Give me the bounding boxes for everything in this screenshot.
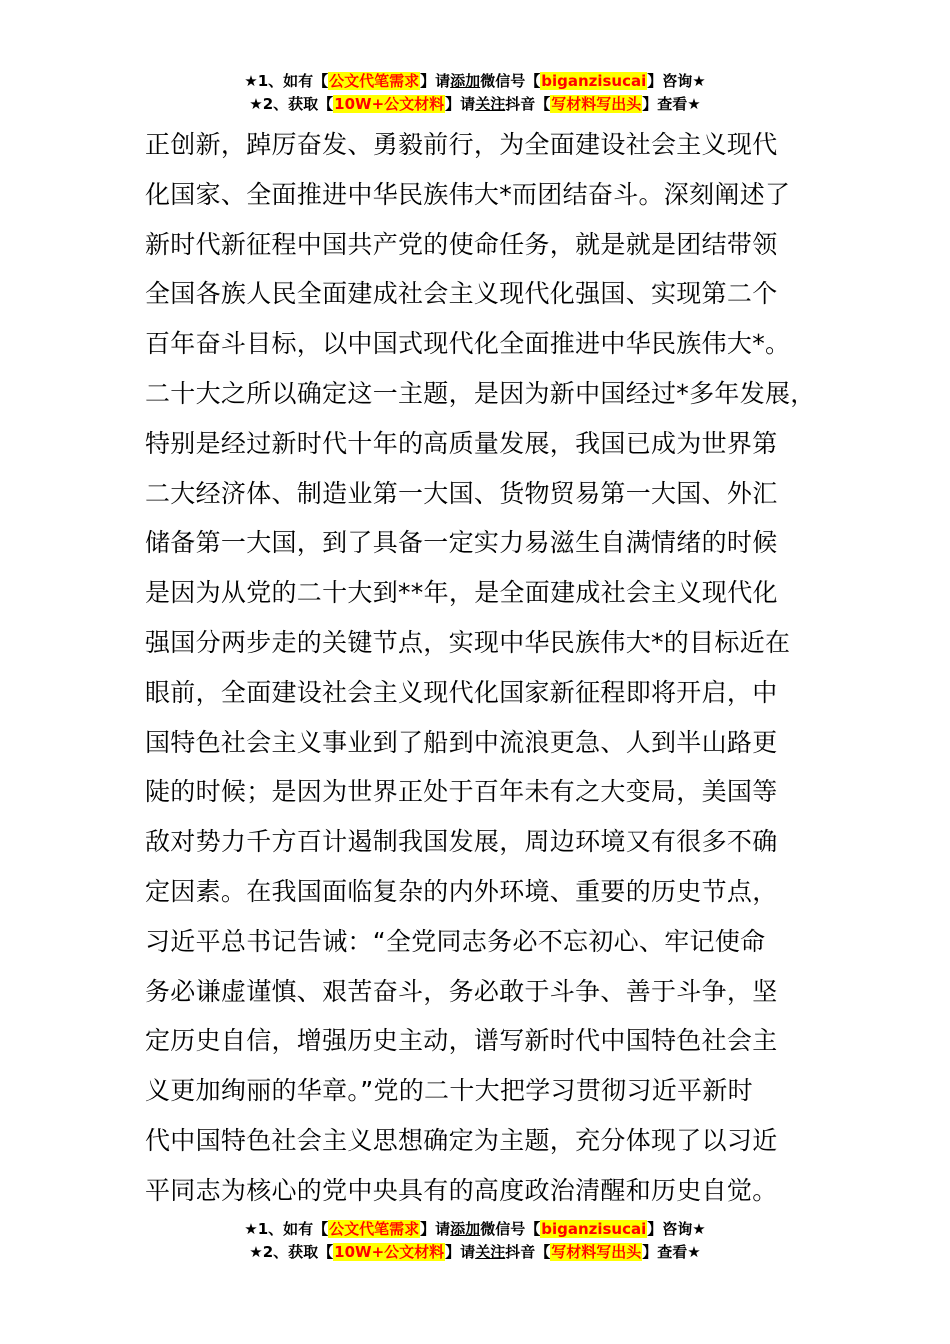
text-line: 二大经济体、制造业第一大国、货物贸易第一大国、外汇 (145, 478, 778, 508)
text-line: 义更加绚丽的华章。”党的二十大把学习贯彻习近平新时 (145, 1076, 753, 1106)
text-line: 务必谦虚谨慎、艰苦奋斗，务必敢于斗争、善于斗争，坚 (145, 976, 778, 1006)
document-body (145, 120, 845, 1216)
text-line: 敌对势力千方百计遏制我国发展，周边环境又有很多不确 (145, 827, 778, 857)
highlight-service: 公文代笔需求 (329, 1220, 420, 1238)
star-icon: ★ (244, 1220, 258, 1238)
text-line: 代中国特色社会主义思想确定为主题，充分体现了以习近 (145, 1125, 778, 1155)
highlight-service: 公文代笔需求 (329, 72, 420, 90)
banner-text: 2、获取【 (262, 95, 334, 113)
banner-line-2 (0, 93, 950, 116)
star-icon: ★ (692, 72, 706, 90)
banner-text: 】查看 (642, 1243, 688, 1261)
text-line: 化国家、全面推进中华民族伟大*而团结奋斗。深刻阐述了 (145, 179, 791, 209)
text-line: 储备第一大国，到了具备一定实力易滋生自满情绪的时候 (145, 528, 778, 558)
underlined-text: 添加 (450, 72, 481, 90)
banner-text: 】请 (420, 1220, 451, 1238)
text-line: 国特色社会主义事业到了船到中流浪更急、人到半山路更 (145, 727, 778, 757)
banner-line-1 (0, 70, 950, 93)
banner-text: 】请 (445, 95, 476, 113)
highlight-materials: 10W+公文材料 (334, 95, 445, 113)
banner-line-1 (0, 1218, 950, 1241)
text-line: 定历史自信，增强历史主动，谱写新时代中国特色社会主 (145, 1026, 778, 1056)
header-banner (0, 70, 950, 116)
banner-text: 1、如有【 (257, 1220, 329, 1238)
text-line: 新时代新征程中国共产党的使命任务，就是就是团结带领 (145, 229, 778, 259)
highlight-materials: 10W+公文材料 (334, 1243, 445, 1261)
text-line: 全国各族人民全面建成社会主义现代化强国、实现第二个 (145, 279, 778, 309)
banner-text: 】请 (420, 72, 451, 90)
underlined-text: 关注 (475, 95, 506, 113)
text-line: 平同志为核心的党中央具有的高度政治清醒和历史自觉。 (145, 1175, 778, 1205)
banner-text: 抖音【 (505, 1243, 551, 1261)
banner-text: 】查看 (642, 95, 688, 113)
text-line: 正创新，踔厉奋发、勇毅前行，为全面建设社会主义现代 (145, 130, 778, 159)
footer-banner (0, 1218, 950, 1264)
banner-text: 微信号【 (480, 1220, 541, 1238)
banner-text: 】咨询 (647, 1220, 693, 1238)
star-icon: ★ (687, 1243, 701, 1261)
text-line: 陡的时候；是因为世界正处于百年未有之大变局，美国等 (145, 777, 778, 807)
text-line: 强国分两步走的关键节点，实现中华民族伟大*的目标近在 (145, 627, 791, 657)
highlight-wechat-id: biganzisucai (541, 1220, 647, 1238)
highlight-douyin-account: 写材料写出头 (551, 1243, 642, 1261)
text-line: 特别是经过新时代十年的高质量发展，我国已成为世界第 (145, 428, 778, 458)
highlight-douyin-account: 写材料写出头 (551, 95, 642, 113)
text-line: 百年奋斗目标，以中国式现代化全面推进中华民族伟大*。 (145, 329, 791, 359)
banner-line-2 (0, 1241, 950, 1264)
text-line: 习近平总书记告诫：“全党同志务必不忘初心、牢记使命 (145, 926, 766, 956)
text-line: 二十大之所以确定这一主题，是因为新中国经过*多年发展， (145, 378, 816, 408)
star-icon: ★ (692, 1220, 706, 1238)
underlined-text: 关注 (475, 1243, 506, 1261)
star-icon: ★ (244, 72, 258, 90)
star-icon: ★ (687, 95, 701, 113)
text-line: 眼前，全面建设社会主义现代化国家新征程即将开启，中 (145, 677, 778, 707)
banner-text: 2、获取【 (262, 1243, 334, 1261)
banner-text: 1、如有【 (257, 72, 329, 90)
highlight-wechat-id: biganzisucai (541, 72, 647, 90)
banner-text: 】咨询 (647, 72, 693, 90)
underlined-text: 添加 (450, 1220, 481, 1238)
text-line: 定因素。在我国面临复杂的内外环境、重要的历史节点， (145, 876, 778, 906)
star-icon: ★ (249, 95, 263, 113)
banner-text: 微信号【 (480, 72, 541, 90)
banner-text: 】请 (445, 1243, 476, 1261)
banner-text: 抖音【 (505, 95, 551, 113)
text-line: 是因为从党的二十大到**年，是全面建成社会主义现代化 (145, 578, 778, 608)
star-icon: ★ (249, 1243, 263, 1261)
